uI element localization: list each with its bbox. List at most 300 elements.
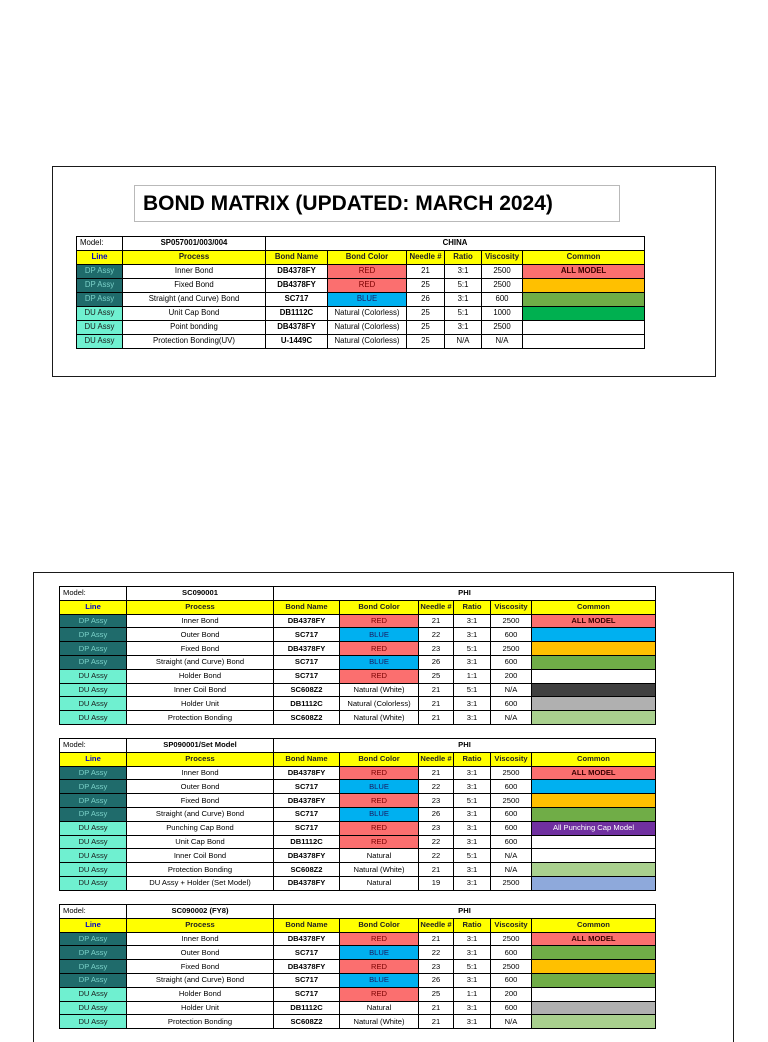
- bond-color-cell: Natural (Colorless): [328, 334, 407, 348]
- bond-color-cell: RED: [340, 987, 419, 1001]
- table-row: [60, 849, 656, 863]
- ratio-cell: 5:1: [454, 794, 491, 808]
- ratio-cell: 3:1: [454, 1015, 491, 1029]
- viscosity-cell: 200: [491, 669, 532, 683]
- line-cell: DP Assy: [60, 628, 127, 642]
- viscosity-cell: 2500: [491, 960, 532, 974]
- column-header: Line: [77, 250, 123, 264]
- line-cell: DU Assy: [77, 334, 123, 348]
- process-cell: Outer Bond: [127, 780, 274, 794]
- ratio-cell: 3:1: [445, 292, 482, 306]
- needle-cell: 22: [419, 835, 454, 849]
- process-cell: Unit Cap Bond: [123, 306, 266, 320]
- bond-color-cell: Natural: [340, 876, 419, 890]
- viscosity-cell: 600: [491, 807, 532, 821]
- bond-color-cell: BLUE: [340, 973, 419, 987]
- bond-color-cell: BLUE: [340, 655, 419, 669]
- common-cell: [532, 794, 656, 808]
- line-cell: DP Assy: [77, 278, 123, 292]
- needle-cell: 21: [407, 264, 445, 278]
- viscosity-cell: 2500: [491, 766, 532, 780]
- ratio-cell: 5:1: [454, 642, 491, 656]
- table-row: [60, 807, 656, 821]
- ratio-cell: 3:1: [454, 876, 491, 890]
- bond-color-cell: RED: [340, 835, 419, 849]
- viscosity-cell: N/A: [491, 849, 532, 863]
- bond-color-cell: RED: [340, 642, 419, 656]
- column-header: Line: [60, 600, 127, 614]
- table-row: [60, 821, 656, 835]
- column-header: Needle #: [407, 250, 445, 264]
- process-cell: Outer Bond: [127, 628, 274, 642]
- table-row: [60, 946, 656, 960]
- column-header: Viscosity: [491, 918, 532, 932]
- header-row: [60, 600, 656, 614]
- needle-cell: 22: [419, 849, 454, 863]
- table-row: [60, 973, 656, 987]
- needle-cell: 23: [419, 960, 454, 974]
- column-header: Needle #: [419, 918, 454, 932]
- column-header: Process: [127, 600, 274, 614]
- line-cell: DP Assy: [60, 780, 127, 794]
- line-cell: DP Assy: [60, 932, 127, 946]
- bond-name-cell: DB4378FY: [266, 278, 328, 292]
- line-cell: DP Assy: [60, 794, 127, 808]
- common-cell: [532, 973, 656, 987]
- needle-cell: 22: [419, 780, 454, 794]
- column-header: Line: [60, 752, 127, 766]
- column-header: Bond Color: [328, 250, 407, 264]
- bond-name-cell: SC608Z2: [274, 683, 340, 697]
- ratio-cell: 5:1: [454, 849, 491, 863]
- bond-color-cell: BLUE: [340, 946, 419, 960]
- needle-cell: 25: [407, 306, 445, 320]
- line-cell: DU Assy: [60, 987, 127, 1001]
- column-header: Bond Color: [340, 918, 419, 932]
- viscosity-cell: 2500: [482, 278, 523, 292]
- bond-name-cell: SC717: [266, 292, 328, 306]
- ratio-cell: 5:1: [445, 306, 482, 320]
- model-row: [77, 237, 645, 251]
- needle-cell: 22: [419, 946, 454, 960]
- model-label: Model:: [77, 237, 123, 251]
- bond-name-cell: DB4378FY: [266, 264, 328, 278]
- viscosity-cell: 2500: [491, 794, 532, 808]
- process-cell: Straight (and Curve) Bond: [127, 973, 274, 987]
- line-cell: DP Assy: [77, 292, 123, 306]
- table-row: [60, 794, 656, 808]
- bond-name-cell: DB4378FY: [274, 614, 340, 628]
- column-header: Common: [532, 918, 656, 932]
- common-cell: ALL MODEL: [532, 932, 656, 946]
- common-cell: [523, 278, 645, 292]
- bond-name-cell: DB4378FY: [274, 876, 340, 890]
- viscosity-cell: N/A: [491, 683, 532, 697]
- ratio-cell: 3:1: [454, 1001, 491, 1015]
- viscosity-cell: 600: [491, 1001, 532, 1015]
- column-header: Bond Name: [266, 250, 328, 264]
- common-cell: [532, 849, 656, 863]
- process-cell: Fixed Bond: [127, 642, 274, 656]
- needle-cell: 25: [407, 320, 445, 334]
- table-row: [60, 642, 656, 656]
- column-header: Viscosity: [482, 250, 523, 264]
- document-title: BOND MATRIX (UPDATED: MARCH 2024): [134, 185, 620, 222]
- bond-name-cell: DB1112C: [274, 1001, 340, 1015]
- bond-color-cell: Natural (Colorless): [328, 306, 407, 320]
- needle-cell: 23: [419, 642, 454, 656]
- ratio-cell: 3:1: [454, 628, 491, 642]
- needle-cell: 25: [407, 334, 445, 348]
- bond-table: [76, 236, 645, 349]
- process-cell: Holder Bond: [127, 987, 274, 1001]
- table-row: [60, 711, 656, 725]
- bond-color-cell: RED: [328, 264, 407, 278]
- column-header: Ratio: [454, 918, 491, 932]
- table-row: [77, 292, 645, 306]
- bond-name-cell: SC717: [274, 973, 340, 987]
- bond-name-cell: DB1112C: [274, 697, 340, 711]
- process-cell: Inner Bond: [127, 932, 274, 946]
- viscosity-cell: 2500: [491, 876, 532, 890]
- needle-cell: 21: [419, 863, 454, 877]
- bond-name-cell: SC717: [274, 669, 340, 683]
- table-row: [60, 766, 656, 780]
- needle-cell: 25: [419, 669, 454, 683]
- bond-color-cell: Natural (White): [340, 1015, 419, 1029]
- viscosity-cell: 1000: [482, 306, 523, 320]
- common-cell: ALL MODEL: [523, 264, 645, 278]
- needle-cell: 21: [419, 766, 454, 780]
- table-row: [60, 780, 656, 794]
- table-row: [60, 863, 656, 877]
- bond-color-cell: RED: [340, 766, 419, 780]
- ratio-cell: 3:1: [454, 655, 491, 669]
- process-cell: Protection Bonding: [127, 863, 274, 877]
- process-cell: Punching Cap Bond: [127, 821, 274, 835]
- process-cell: Straight (and Curve) Bond: [123, 292, 266, 306]
- common-cell: [532, 863, 656, 877]
- bond-color-cell: RED: [340, 794, 419, 808]
- line-cell: DP Assy: [60, 766, 127, 780]
- bond-name-cell: SC717: [274, 780, 340, 794]
- needle-cell: 26: [419, 973, 454, 987]
- site-name: PHI: [274, 739, 656, 753]
- site-name: PHI: [274, 587, 656, 601]
- header-row: [77, 250, 645, 264]
- ratio-cell: 3:1: [454, 711, 491, 725]
- line-cell: DU Assy: [60, 1015, 127, 1029]
- bond-color-cell: Natural: [340, 849, 419, 863]
- ratio-cell: N/A: [445, 334, 482, 348]
- line-cell: DU Assy: [77, 306, 123, 320]
- viscosity-cell: N/A: [491, 711, 532, 725]
- needle-cell: 26: [419, 807, 454, 821]
- site-name: PHI: [274, 905, 656, 919]
- needle-cell: 21: [419, 697, 454, 711]
- process-cell: Inner Coil Bond: [127, 849, 274, 863]
- process-cell: Inner Bond: [123, 264, 266, 278]
- bond-name-cell: SC717: [274, 821, 340, 835]
- process-cell: Protection Bonding: [127, 1015, 274, 1029]
- column-header: Common: [532, 600, 656, 614]
- column-header: Bond Name: [274, 918, 340, 932]
- common-cell: [532, 807, 656, 821]
- process-cell: DU Assy + Holder (Set Model): [127, 876, 274, 890]
- line-cell: DU Assy: [60, 683, 127, 697]
- bond-name-cell: DB4378FY: [274, 932, 340, 946]
- ratio-cell: 3:1: [454, 697, 491, 711]
- needle-cell: 22: [419, 628, 454, 642]
- ratio-cell: 3:1: [454, 807, 491, 821]
- column-header: Bond Color: [340, 752, 419, 766]
- line-cell: DU Assy: [77, 320, 123, 334]
- bond-color-cell: Natural: [340, 1001, 419, 1015]
- table-row: [60, 987, 656, 1001]
- table-row: [60, 697, 656, 711]
- ratio-cell: 5:1: [445, 278, 482, 292]
- needle-cell: 21: [419, 1015, 454, 1029]
- process-cell: Inner Bond: [127, 766, 274, 780]
- process-cell: Protection Bonding: [127, 711, 274, 725]
- bond-color-cell: RED: [340, 932, 419, 946]
- bond-name-cell: SC608Z2: [274, 1015, 340, 1029]
- ratio-cell: 3:1: [454, 973, 491, 987]
- common-cell: [523, 334, 645, 348]
- viscosity-cell: N/A: [482, 334, 523, 348]
- column-header: Common: [523, 250, 645, 264]
- column-header: Bond Name: [274, 600, 340, 614]
- table-row: [77, 306, 645, 320]
- process-cell: Straight (and Curve) Bond: [127, 655, 274, 669]
- common-cell: [532, 655, 656, 669]
- common-cell: [532, 711, 656, 725]
- bond-color-cell: Natural (Colorless): [328, 320, 407, 334]
- bond-color-cell: BLUE: [340, 807, 419, 821]
- model-row: [60, 587, 656, 601]
- process-cell: Point bonding: [123, 320, 266, 334]
- viscosity-cell: 2500: [482, 264, 523, 278]
- needle-cell: 25: [419, 987, 454, 1001]
- common-cell: [532, 683, 656, 697]
- header-row: [60, 752, 656, 766]
- common-cell: ALL MODEL: [532, 614, 656, 628]
- needle-cell: 21: [419, 932, 454, 946]
- process-cell: Fixed Bond: [123, 278, 266, 292]
- bond-color-cell: RED: [340, 960, 419, 974]
- common-cell: ALL MODEL: [532, 766, 656, 780]
- table-row: [60, 655, 656, 669]
- bond-color-cell: Natural (Colorless): [340, 697, 419, 711]
- ratio-cell: 3:1: [445, 264, 482, 278]
- common-cell: [532, 835, 656, 849]
- line-cell: DU Assy: [60, 835, 127, 849]
- line-cell: DU Assy: [60, 876, 127, 890]
- bond-name-cell: SC717: [274, 628, 340, 642]
- table-row: [60, 669, 656, 683]
- needle-cell: 26: [407, 292, 445, 306]
- bond-color-cell: RED: [340, 614, 419, 628]
- ratio-cell: 3:1: [454, 863, 491, 877]
- bond-name-cell: DB4378FY: [274, 794, 340, 808]
- viscosity-cell: 600: [491, 973, 532, 987]
- table-row: [77, 334, 645, 348]
- bond-name-cell: DB4378FY: [266, 320, 328, 334]
- line-cell: DP Assy: [60, 946, 127, 960]
- bond-name-cell: U-1449C: [266, 334, 328, 348]
- viscosity-cell: 2500: [482, 320, 523, 334]
- common-cell: [523, 292, 645, 306]
- column-header: Common: [532, 752, 656, 766]
- table-row: [60, 1001, 656, 1015]
- column-header: Needle #: [419, 752, 454, 766]
- model-label: Model:: [60, 739, 127, 753]
- line-cell: DP Assy: [60, 973, 127, 987]
- model-name: SC090001: [127, 587, 274, 601]
- common-cell: [532, 1001, 656, 1015]
- common-cell: All Punching Cap Model: [532, 821, 656, 835]
- process-cell: Fixed Bond: [127, 794, 274, 808]
- bond-name-cell: DB1112C: [274, 835, 340, 849]
- viscosity-cell: 600: [491, 821, 532, 835]
- table-row: [60, 683, 656, 697]
- column-header: Bond Color: [340, 600, 419, 614]
- viscosity-cell: 600: [491, 835, 532, 849]
- column-header: Ratio: [445, 250, 482, 264]
- column-header: Ratio: [454, 600, 491, 614]
- common-cell: [532, 697, 656, 711]
- bond-color-cell: RED: [340, 669, 419, 683]
- ratio-cell: 3:1: [445, 320, 482, 334]
- process-cell: Holder Bond: [127, 669, 274, 683]
- process-cell: Fixed Bond: [127, 960, 274, 974]
- common-cell: [532, 876, 656, 890]
- viscosity-cell: N/A: [491, 1015, 532, 1029]
- viscosity-cell: 600: [482, 292, 523, 306]
- line-cell: DP Assy: [77, 264, 123, 278]
- ratio-cell: 3:1: [454, 821, 491, 835]
- column-header: Process: [127, 752, 274, 766]
- process-cell: Unit Cap Bond: [127, 835, 274, 849]
- bond-name-cell: SC608Z2: [274, 711, 340, 725]
- column-header: Needle #: [419, 600, 454, 614]
- needle-cell: 21: [419, 711, 454, 725]
- common-cell: [532, 946, 656, 960]
- table-row: [60, 932, 656, 946]
- process-cell: Outer Bond: [127, 946, 274, 960]
- ratio-cell: 5:1: [454, 683, 491, 697]
- line-cell: DU Assy: [60, 669, 127, 683]
- bond-name-cell: SC717: [274, 807, 340, 821]
- ratio-cell: 5:1: [454, 960, 491, 974]
- table-row: [60, 960, 656, 974]
- ratio-cell: 1:1: [454, 987, 491, 1001]
- column-header: Process: [127, 918, 274, 932]
- common-cell: [523, 306, 645, 320]
- table-row: [77, 278, 645, 292]
- column-header: Viscosity: [491, 752, 532, 766]
- process-cell: Protection Bonding(UV): [123, 334, 266, 348]
- bond-table: [59, 904, 656, 1029]
- viscosity-cell: 2500: [491, 642, 532, 656]
- ratio-cell: 3:1: [454, 932, 491, 946]
- bond-table: [59, 738, 656, 891]
- bond-color-cell: BLUE: [340, 628, 419, 642]
- bond-name-cell: DB4378FY: [274, 960, 340, 974]
- needle-cell: 19: [419, 876, 454, 890]
- bond-table: [59, 586, 656, 725]
- viscosity-cell: 2500: [491, 614, 532, 628]
- line-cell: DU Assy: [60, 821, 127, 835]
- ratio-cell: 3:1: [454, 946, 491, 960]
- common-cell: [532, 642, 656, 656]
- bond-color-cell: BLUE: [328, 292, 407, 306]
- ratio-cell: 3:1: [454, 780, 491, 794]
- needle-cell: 26: [419, 655, 454, 669]
- bond-name-cell: DB4378FY: [274, 766, 340, 780]
- common-cell: [532, 960, 656, 974]
- viscosity-cell: 600: [491, 628, 532, 642]
- common-cell: [532, 780, 656, 794]
- column-header: Bond Name: [274, 752, 340, 766]
- table-row: [77, 320, 645, 334]
- line-cell: DP Assy: [60, 642, 127, 656]
- model-label: Model:: [60, 587, 127, 601]
- line-cell: DP Assy: [60, 655, 127, 669]
- bond-color-cell: Natural (White): [340, 711, 419, 725]
- bond-name-cell: DB4378FY: [274, 849, 340, 863]
- table-row: [60, 628, 656, 642]
- column-header: Process: [123, 250, 266, 264]
- column-header: Ratio: [454, 752, 491, 766]
- needle-cell: 21: [419, 683, 454, 697]
- viscosity-cell: 200: [491, 987, 532, 1001]
- process-cell: Inner Coil Bond: [127, 683, 274, 697]
- bond-name-cell: SC608Z2: [274, 863, 340, 877]
- table-row: [60, 876, 656, 890]
- line-cell: DU Assy: [60, 697, 127, 711]
- common-cell: [523, 320, 645, 334]
- common-cell: [532, 628, 656, 642]
- viscosity-cell: 600: [491, 780, 532, 794]
- needle-cell: 21: [419, 1001, 454, 1015]
- bond-name-cell: DB1112C: [266, 306, 328, 320]
- table-row: [60, 1015, 656, 1029]
- needle-cell: 21: [419, 614, 454, 628]
- model-name: SC090002 (FY8): [127, 905, 274, 919]
- bond-name-cell: SC717: [274, 655, 340, 669]
- line-cell: DP Assy: [60, 614, 127, 628]
- bond-color-cell: BLUE: [340, 780, 419, 794]
- table-row: [77, 264, 645, 278]
- model-name: SP057001/003/004: [123, 237, 266, 251]
- process-cell: Straight (and Curve) Bond: [127, 807, 274, 821]
- viscosity-cell: N/A: [491, 863, 532, 877]
- viscosity-cell: 600: [491, 697, 532, 711]
- line-cell: DU Assy: [60, 711, 127, 725]
- line-cell: DP Assy: [60, 960, 127, 974]
- bond-color-cell: Natural (White): [340, 863, 419, 877]
- common-cell: [532, 987, 656, 1001]
- column-header: Viscosity: [491, 600, 532, 614]
- bond-name-cell: SC717: [274, 946, 340, 960]
- ratio-cell: 1:1: [454, 669, 491, 683]
- site-name: CHINA: [266, 237, 645, 251]
- viscosity-cell: 600: [491, 946, 532, 960]
- viscosity-cell: 2500: [491, 932, 532, 946]
- ratio-cell: 3:1: [454, 835, 491, 849]
- viscosity-cell: 600: [491, 655, 532, 669]
